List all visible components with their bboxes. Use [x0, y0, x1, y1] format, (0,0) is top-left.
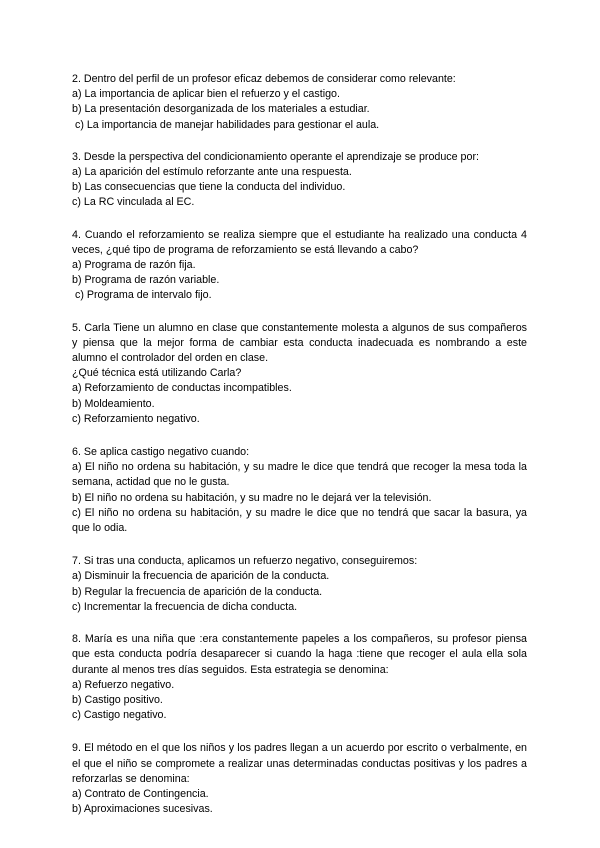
question-text: 5. Carla Tiene un alumno en clase que constantemente molesta a algunos de sus compañeros y piensa que la mejor forma de cambiar esta conducta inadecuada es nombrando a este alumno el controlador del orden en clase. [72, 321, 527, 365]
question-text: 7. Si tras una conducta, aplicamos un refuerzo negativo, conseguiremos: [72, 555, 418, 568]
question-3 [72, 150, 527, 211]
answer-option-a: a) La importancia de aplicar bien el refuerzo y el castigo. [72, 88, 340, 101]
answer-option-a: a) Programa de razón fija. [72, 259, 196, 272]
question-7 [72, 554, 527, 615]
question-5 [72, 321, 527, 427]
question-text: 4. Cuando el reforzamiento se realiza siempre que el estudiante ha realizado una conducta 4 veces, ¿qué tipo de programa de reforzamiento se está llevando a cabo? [72, 228, 527, 256]
question-8 [72, 632, 527, 723]
answer-option-c: c) La RC vinculada al EC. [72, 196, 195, 209]
answer-option-b: b) La presentación desorganizada de los materiales a estudiar. [72, 103, 370, 116]
question-2 [72, 72, 527, 133]
answer-option-b: b) Regular la frecuencia de aparición de la conducta. [72, 585, 323, 598]
answer-option-b: b) Castigo positivo. [72, 693, 163, 706]
answer-option-c: c) Programa de intervalo fijo. [72, 289, 212, 302]
answer-option-c: c) Castigo negativo. [72, 709, 167, 722]
answer-option-c: c) El niño no ordena su habitación, y su madre le dice que no tendrá que sacar la basura, ya que lo odia. [72, 506, 527, 535]
answer-option-a: a) Refuerzo negativo. [72, 678, 175, 691]
answer-option-c: c) Incrementar la frecuencia de dicha conducta. [72, 600, 298, 613]
question-text: 2. Dentro del perfil de un profesor eficaz debemos de considerar como relevante: [72, 73, 456, 85]
question-4 [72, 228, 527, 304]
question-text: 9. El método en el que los niños y los padres llegan a un acuerdo por escrito o verbalmente, en el que el niño se compromete a realizar unas determinadas conductas positivas y los padres a reforzarlas se denomina: [72, 742, 527, 785]
answer-option-b: b) Programa de razón variable. [72, 274, 220, 287]
question-text: 3. Desde la perspectiva del condicionamiento operante el aprendizaje se produce por: [72, 150, 479, 163]
answer-option-a: a) Disminuir la frecuencia de aparición de la conducta. [72, 570, 330, 583]
answer-option-a: a) Contrato de Contingencia. [72, 787, 209, 800]
question-9 [72, 741, 527, 817]
answer-option-c: c) Reforzamiento negativo. [72, 412, 200, 425]
answer-option-c: c) La importancia de manejar habilidades para gestionar el aula. [72, 118, 380, 131]
question-text: 8. María es una niña que :era constantemente papeles a los compañeros, su profesor piensa que esta conducta podría desaparecer si cuando la haga :tiene que recoger el aula ella sola durante al menos tres días seguidos. Esta estrategia se denomina: [72, 633, 527, 676]
question-subtext: ¿Qué técnica está utilizando Carla? [72, 367, 242, 380]
answer-option-a: a) El niño no ordena su habitación, y su madre le dice que tendrá que recoger la mesa toda la semana, actidad que no le gusta. [72, 461, 527, 489]
question-6 [72, 445, 527, 536]
answer-option-b: b) Las consecuencias que tiene la conducta del individuo. [72, 181, 346, 194]
answer-option-b: b) Moldeamiento. [72, 397, 155, 410]
answer-option-a: a) Reforzamiento de conductas incompatibles. [72, 382, 292, 395]
answer-option-b: b) El niño no ordena su habitación, y su madre no le dejará ver la televisión. [72, 491, 432, 504]
answer-option-a: a) La aparición del estímulo reforzante ante una respuesta. [72, 166, 352, 179]
question-text: 6. Se aplica castigo negativo cuando: [72, 446, 250, 459]
answer-option-b: b) Aproximaciones sucesivas. [72, 803, 213, 816]
